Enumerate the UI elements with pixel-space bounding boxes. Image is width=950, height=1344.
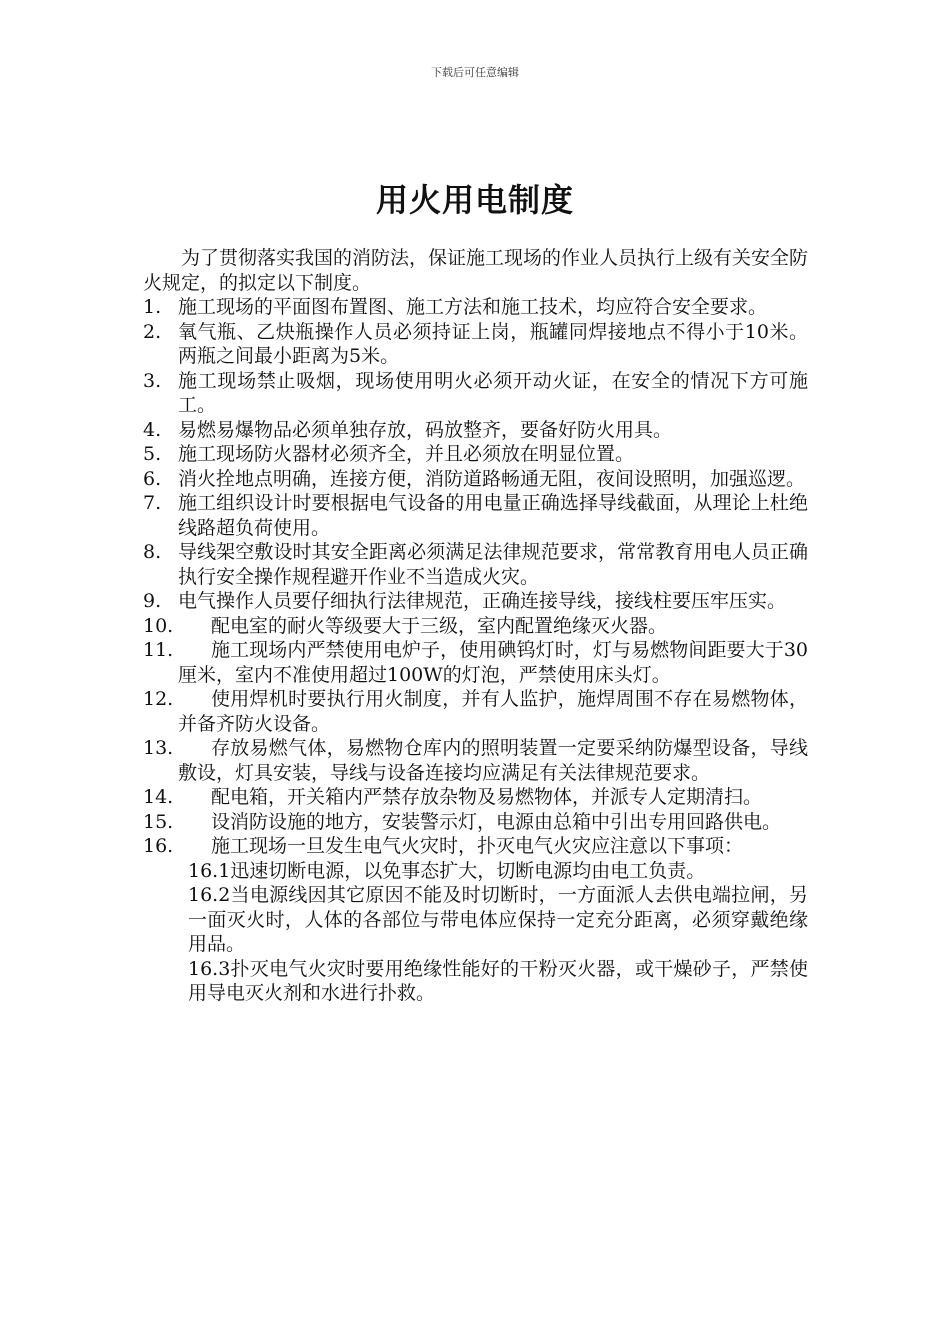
list-item-number: 1. [143, 296, 162, 318]
list-item-number: 9. [143, 590, 162, 612]
list-item-number: 16. [143, 835, 174, 857]
list-item-number: 7. [143, 492, 162, 514]
document-title: 用火用电制度 [375, 181, 574, 219]
list-item [143, 320, 808, 369]
list-item-text: 氧气瓶、乙炔瓶操作人员必须持证上岗，瓶罐同焊接地点不得小于10米。两瓶之间最小距离为5米。 [178, 320, 808, 367]
list-item [143, 687, 808, 736]
list-item [143, 491, 808, 540]
list-item-text: 存放易燃气体，易燃物仓库内的照明装置一定要采纳防爆型设备，导线敷设，灯具安装，导线与设备连接均应满足有关法律规范要求。 [178, 737, 808, 784]
intro-paragraph: 为了贯彻落实我国的消防法，保证施工现场的作业人员执行上级有关安全防火规定，的拟定以下制度。 [143, 247, 809, 294]
sub-item: 16.2当电源线因其它原因不能及时切断时，一方面派人去供电端拉闸，另一面灭火时，人体的各部位与带电体应保持一定充分距离，必须穿戴绝缘用品。 [188, 884, 808, 955]
list-item-number: 8. [143, 541, 162, 563]
list-item [143, 418, 808, 443]
sub-item: 16.3扑灭电气火灾时要用绝缘性能好的干粉灭火器，或干燥砂子，严禁使用导电灭火剂和水进行扑救。 [188, 957, 808, 1004]
list-item [143, 589, 808, 614]
list-item [143, 442, 808, 467]
list-item-text: 消火拴地点明确，连接方便，消防道路畅通无阻，夜间设照明，加强巡逻。 [178, 467, 806, 490]
sub-item: 16.1迅速切断电源，以免事态扩大，切断电源均由电工负责。 [188, 859, 706, 882]
list-item-text: 电气操作人员要仔细执行法律规范，正确连接导线，接线柱要压牢压实。 [178, 590, 787, 612]
list-item [143, 467, 808, 492]
list-item [143, 810, 808, 835]
list-item [143, 540, 808, 589]
list-item-text: 施工现场内严禁使用电炉子，使用碘钨灯时，灯与易燃物间距要大于30厘米，室内不准使用超过100W的灯泡，严禁使用床头灯。 [178, 639, 808, 686]
list-item-text: 使用焊机时要执行用火制度，并有人监护，施焊周围不存在易燃物体，并备齐防火设备。 [178, 688, 808, 735]
list-item-number: 2. [143, 320, 162, 343]
list-item [143, 736, 808, 785]
list-item-text: 施工现场防火器材必须齐全，并且必须放在明显位置。 [178, 443, 635, 465]
list-item-text: 易燃易爆物品必须单独存放，码放整齐，要备好防火用具。 [178, 418, 673, 441]
list-item-number: 3. [143, 369, 162, 392]
list-item-text: 导线架空敷设时其安全距离必须满足法律规范要求，常常教育用电人员正确执行安全操作规程避开作业不当造成火灾。 [178, 541, 808, 588]
list-item-number: 5. [143, 443, 162, 465]
list-item-number: 10. [143, 614, 174, 637]
list-item-number: 14. [143, 786, 174, 808]
list-item-text: 配电箱，开关箱内严禁存放杂物及易燃物体，并派专人定期清扫。 [211, 786, 763, 808]
list-item-number: 11. [143, 639, 174, 661]
list-item [143, 295, 808, 320]
page-header-note: 下载后可任意编辑 [431, 66, 519, 79]
list-item-number: 13. [143, 737, 174, 759]
list-item [143, 834, 808, 859]
list-item [143, 785, 808, 810]
list-item-number: 6. [143, 467, 162, 490]
document-body [143, 246, 808, 1006]
list-item-text: 施工现场的平面图布置图、施工方法和施工技术，均应符合安全要求。 [178, 296, 768, 318]
list-item-text: 设消防设施的地方，安装警示灯，电源由总箱中引出专用回路供电。 [211, 810, 782, 833]
list-item-text: 施工组织设计时要根据电气设备的用电量正确选择导线截面，从理论上杜绝线路超负荷使用。 [178, 492, 808, 539]
list-item-number: 12. [143, 688, 174, 710]
list-item-number: 4. [143, 418, 162, 441]
list-item [143, 614, 808, 639]
list-item-text: 施工现场禁止吸烟，现场使用明火必须开动火证，在安全的情况下方可施工。 [178, 369, 808, 416]
list-item-text: 配电室的耐火等级要大于三级，室内配置绝缘灭火器。 [211, 614, 668, 637]
list-item [143, 369, 808, 418]
list-item-text: 施工现场一旦发生电气火灾时，扑灭电气火灾应注意以下事项： [211, 835, 744, 857]
list-item [143, 638, 808, 687]
list-item-number: 15. [143, 810, 174, 833]
